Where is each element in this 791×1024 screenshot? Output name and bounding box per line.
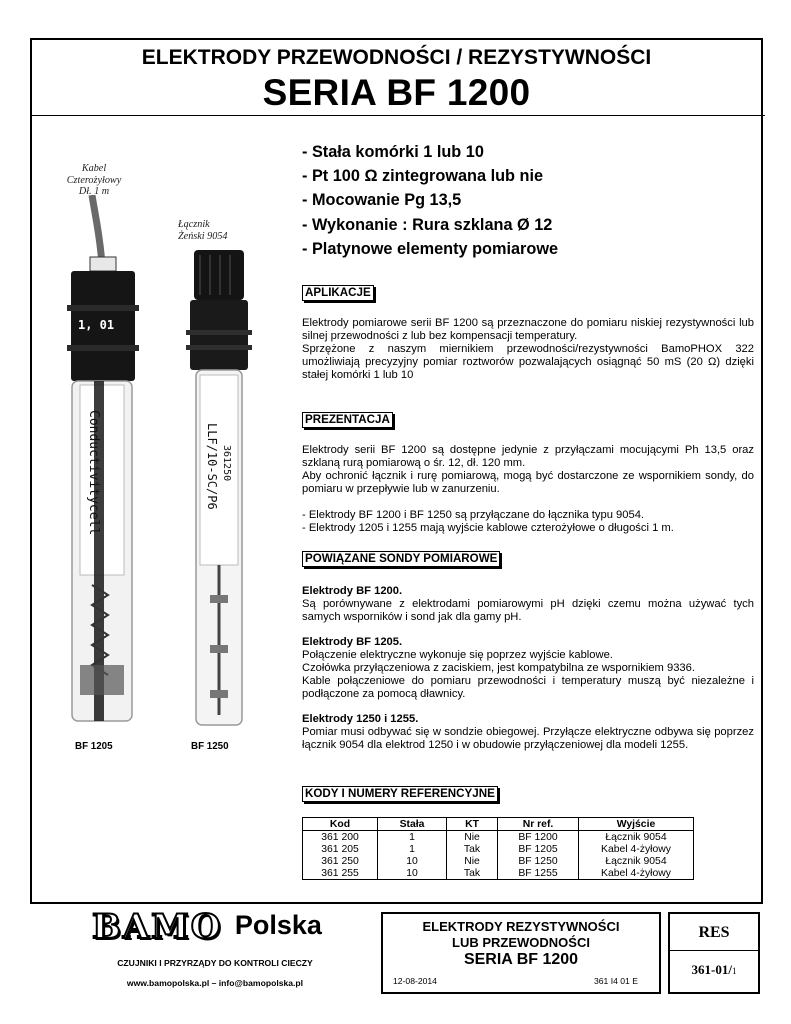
company-logo (92, 907, 322, 947)
section-heading-powiazane: POWIĄZANE SONDY POMIAROWE (302, 551, 500, 567)
cable-caption: Kabel Czterożyłowy Dł. 1 m (66, 163, 122, 197)
logo-polska: Polska (234, 910, 322, 940)
feature-item: - Mocowanie Pg 13,5 (302, 191, 462, 210)
table-row: 361 200 1 Nie BF 1200 Łącznik 9054 (303, 831, 694, 844)
table-header-row (303, 818, 694, 831)
section-text-aplikacje: Elektrody pomiarowe serii BF 1200 są przeznaczone do pomiaru niskiej rezystywności lub silnej przewodności z lub bez kompensacji temperatury. Sprzężone z naszym miernikiem przewodności/rezystywności BamoPHOX 322 umożliwiają precyzyjny pomiar roztworów pozwalających osiągnąć 50 mS (20 Ω) dzięki stałej komórki 1 lub 10 (302, 317, 754, 381)
section-heading-aplikacje: APLIKACJE (302, 285, 374, 301)
footer-date: 12-08-2014 (393, 976, 437, 986)
page-title-line2: SERIA BF 1200 (262, 72, 531, 113)
label-bf1250: BF 1250 (191, 741, 229, 752)
electrodes-photo (40, 195, 290, 740)
table-row: 361 250 10 Nie BF 1250 Łącznik 9054 (303, 855, 694, 867)
right-electrode-label2: 361250 (221, 445, 232, 482)
footer-doc-code: 361 I4 01 E (594, 976, 638, 986)
column-header: Stała (378, 818, 447, 831)
left-electrode-cap-text: 1, 01 (78, 318, 115, 332)
res-divider (670, 950, 758, 951)
section-text-powiazane: Elektrody BF 1200. Są porównywane z elektrodami pomiarowymi pH dzięki czemu można używać tych samych wsporników i sond jak dla gamy pH. Elektrody BF 1205. Połączenie elektryczne wykonuje się poprzez wyjście kablowe. Czołówka przyłączeniowa z zaciskiem, jest kompatybilna ze wspornikiem 9336. Kable połączeniowe do pomiaru przewodności i temperatury muszą być niezależne i podłączone za pomocą dławnicy. Elektrody 1250 i 1255. Pomiar musi odbywać się w sondzie obiegowej. Przyłącze elektryczne odbywa się poprzez łącznik 9054 dla elektrod 1250 i w obudowie przyłączeniowej dla modeli 1255. (302, 585, 754, 751)
column-header: Nr ref. (498, 818, 579, 831)
reference-table (302, 817, 694, 880)
cable-shape (92, 195, 102, 265)
left-electrode-label: Conductivitycell (86, 410, 101, 536)
feature-item: - Wykonanie : Rura szklana Ø 12 (302, 215, 553, 234)
logo-bamo: BAMO (92, 907, 223, 947)
feature-list (302, 140, 762, 261)
column-header: Kod (303, 818, 378, 831)
label-bf1205: BF 1205 (75, 741, 113, 752)
feature-item: - Pt 100 Ω zintegrowana lub nie (302, 167, 544, 186)
section-heading-prezentacja: PREZENTACJA (302, 412, 393, 428)
footer-res: RES (698, 924, 730, 941)
footer-title: ELEKTRODY REZYSTYWNOŚCI LUB PRZEWODNOŚCI SERIA BF 1200 (422, 919, 620, 968)
company-contact: www.bamopolska.pl – info@bamopolska.pl (126, 978, 304, 988)
right-electrode-label: LLF/10-SC/P6 (205, 423, 219, 510)
feature-item: - Platynowe elementy pomiarowe (302, 239, 559, 258)
column-header: Wyjście (579, 818, 694, 831)
column-header: KT (447, 818, 498, 831)
table-row: 361 205 1 Tak BF 1205 Kabel 4-żyłowy (303, 843, 694, 855)
section-text-prezentacja: Elektrody serii BF 1200 są dostępne jedynie z przyłączami mocującymi Ph 13,5 oraz szklaną rurą pomiarową o śr. 12, dł. 120 mm. Aby ochronić łącznik i rurę pomiarową, mogą być dostarczone ze wspornikiem sondy, do pomiaru w przepływie lub w zanurzeniu. - Elektrody BF 1200 i BF 1250 są przyłączane do łącznika typu 9054. - Elektrody 1205 i 1255 mają wyjście kablowe czterożyłowe o długości 1 m. (302, 444, 754, 534)
connector-caption: Łącznik Żeński 9054 (178, 219, 228, 242)
page-title-line1: ELEKTRODY PRZEWODNOŚCI / REZYSTYWNOŚCI (141, 46, 652, 69)
feature-item: - Stała komórki 1 lub 10 (302, 143, 484, 161)
table-row: 361 255 10 Tak BF 1255 Kabel 4-żyłowy (303, 867, 694, 880)
company-tagline: CZUJNIKI I PRZYRZĄDY DO KONTROLI CIECZY (117, 958, 313, 968)
section-heading-kody: KODY I NUMERY REFERENCYJNE (302, 786, 498, 802)
header-divider (30, 115, 765, 116)
footer-page-code: 361-01/1 (691, 962, 737, 977)
